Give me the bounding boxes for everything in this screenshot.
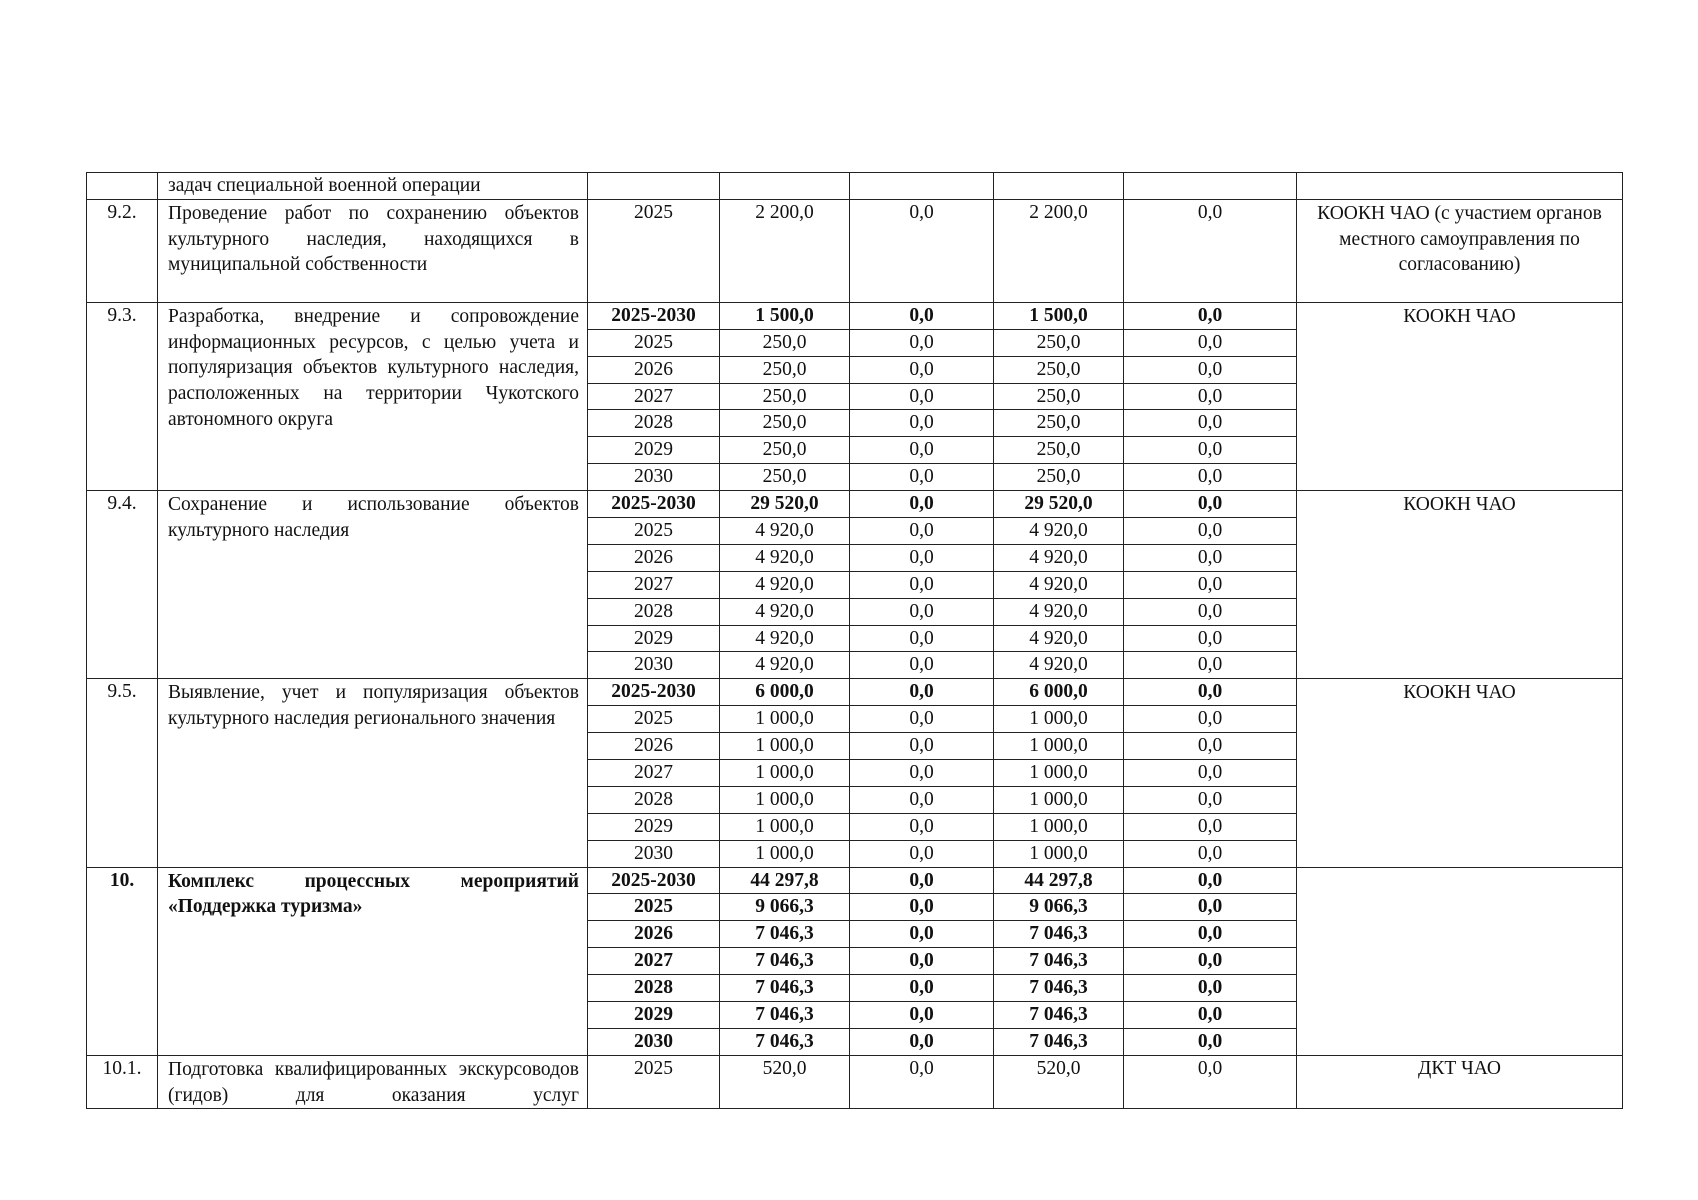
federal-cell: 0,0 [850,867,994,894]
regional-cell [994,173,1124,200]
year-cell: 2029 [588,813,720,840]
federal-cell: 0,0 [850,760,994,787]
year-cell [588,173,720,200]
other-cell: 0,0 [1124,760,1297,787]
year-cell: 2030 [588,840,720,867]
row-number [87,173,158,200]
other-cell: 0,0 [1124,1055,1297,1109]
federal-cell: 0,0 [850,975,994,1002]
other-cell: 0,0 [1124,199,1297,302]
row-number: 10. [87,867,158,1055]
year-cell: 2029 [588,625,720,652]
financing-table [86,172,1623,1109]
regional-cell: 250,0 [994,356,1124,383]
other-cell: 0,0 [1124,1028,1297,1055]
regional-cell: 250,0 [994,464,1124,491]
regional-cell: 44 297,8 [994,867,1124,894]
total-cell: 520,0 [720,1055,850,1109]
federal-cell: 0,0 [850,921,994,948]
total-cell: 4 920,0 [720,598,850,625]
total-cell: 6 000,0 [720,679,850,706]
federal-cell: 0,0 [850,679,994,706]
federal-cell: 0,0 [850,598,994,625]
year-cell: 2025-2030 [588,491,720,518]
total-cell: 2 200,0 [720,199,850,302]
federal-cell: 0,0 [850,199,994,302]
other-cell: 0,0 [1124,706,1297,733]
other-cell: 0,0 [1124,1002,1297,1029]
regional-cell: 4 920,0 [994,544,1124,571]
year-cell: 2028 [588,598,720,625]
other-cell: 0,0 [1124,894,1297,921]
total-cell: 7 046,3 [720,948,850,975]
regional-cell: 1 000,0 [994,733,1124,760]
federal-cell: 0,0 [850,410,994,437]
regional-cell: 29 520,0 [994,491,1124,518]
total-cell: 7 046,3 [720,1028,850,1055]
year-cell: 2025 [588,706,720,733]
regional-cell: 4 920,0 [994,652,1124,679]
other-cell: 0,0 [1124,544,1297,571]
year-cell: 2025 [588,894,720,921]
year-cell: 2030 [588,464,720,491]
federal-cell: 0,0 [850,1028,994,1055]
event-description: Сохранение и использование объектов культурного наследия [158,491,588,679]
regional-cell: 250,0 [994,410,1124,437]
regional-cell: 4 920,0 [994,571,1124,598]
table-row [87,302,1623,329]
year-cell: 2025 [588,199,720,302]
other-cell: 0,0 [1124,598,1297,625]
total-cell: 1 000,0 [720,840,850,867]
other-cell [1124,173,1297,200]
year-cell: 2030 [588,1028,720,1055]
total-cell: 250,0 [720,329,850,356]
regional-cell: 250,0 [994,329,1124,356]
event-description: Проведение работ по сохранению объектов культурного наследия, находящихся в муниципальной собственности [158,199,588,302]
year-cell: 2028 [588,786,720,813]
federal-cell: 0,0 [850,733,994,760]
regional-cell: 7 046,3 [994,1028,1124,1055]
row-number: 10.1. [87,1055,158,1109]
other-cell: 0,0 [1124,437,1297,464]
total-cell: 4 920,0 [720,625,850,652]
regional-cell: 7 046,3 [994,921,1124,948]
total-cell: 7 046,3 [720,1002,850,1029]
regional-cell: 2 200,0 [994,199,1124,302]
row-number: 9.4. [87,491,158,679]
year-cell: 2026 [588,356,720,383]
year-cell: 2025 [588,1055,720,1109]
other-cell: 0,0 [1124,329,1297,356]
table-row [87,679,1623,706]
year-cell: 2025 [588,518,720,545]
total-cell: 1 000,0 [720,813,850,840]
table-row [87,173,1623,200]
federal-cell: 0,0 [850,1002,994,1029]
regional-cell: 1 000,0 [994,786,1124,813]
federal-cell: 0,0 [850,786,994,813]
total-cell: 250,0 [720,437,850,464]
total-cell: 1 500,0 [720,302,850,329]
other-cell: 0,0 [1124,921,1297,948]
regional-cell: 1 000,0 [994,840,1124,867]
year-cell: 2025-2030 [588,867,720,894]
other-cell: 0,0 [1124,948,1297,975]
total-cell: 9 066,3 [720,894,850,921]
year-cell: 2025-2030 [588,302,720,329]
other-cell: 0,0 [1124,652,1297,679]
year-cell: 2028 [588,975,720,1002]
year-cell: 2030 [588,652,720,679]
total-cell: 1 000,0 [720,760,850,787]
executor-cell: КООКН ЧАО [1297,302,1623,490]
total-cell: 1 000,0 [720,706,850,733]
executor-cell: КООКН ЧАО (с участием органов местного самоуправления по согласованию) [1297,199,1623,302]
table-row [87,867,1623,894]
regional-cell: 250,0 [994,383,1124,410]
other-cell: 0,0 [1124,302,1297,329]
executor-cell [1297,173,1623,200]
other-cell: 0,0 [1124,383,1297,410]
other-cell: 0,0 [1124,733,1297,760]
federal-cell: 0,0 [850,383,994,410]
federal-cell: 0,0 [850,813,994,840]
other-cell: 0,0 [1124,679,1297,706]
row-number: 9.2. [87,199,158,302]
federal-cell: 0,0 [850,437,994,464]
federal-cell: 0,0 [850,491,994,518]
regional-cell: 7 046,3 [994,1002,1124,1029]
total-cell: 1 000,0 [720,733,850,760]
total-cell: 4 920,0 [720,518,850,545]
federal-cell [850,173,994,200]
total-cell: 7 046,3 [720,975,850,1002]
federal-cell: 0,0 [850,706,994,733]
federal-cell: 0,0 [850,518,994,545]
total-cell: 250,0 [720,383,850,410]
row-number: 9.5. [87,679,158,867]
regional-cell: 9 066,3 [994,894,1124,921]
other-cell: 0,0 [1124,491,1297,518]
year-cell: 2025-2030 [588,679,720,706]
year-cell: 2027 [588,948,720,975]
federal-cell: 0,0 [850,571,994,598]
event-description: Комплекс процессных мероприятий «Поддержка туризма» [158,867,588,1055]
year-cell: 2025 [588,329,720,356]
other-cell: 0,0 [1124,813,1297,840]
table-row [87,199,1623,302]
regional-cell: 7 046,3 [994,948,1124,975]
total-cell: 44 297,8 [720,867,850,894]
other-cell: 0,0 [1124,625,1297,652]
executor-cell: ДКТ ЧАО [1297,1055,1623,1109]
other-cell: 0,0 [1124,840,1297,867]
federal-cell: 0,0 [850,544,994,571]
year-cell: 2029 [588,1002,720,1029]
year-cell: 2026 [588,921,720,948]
federal-cell: 0,0 [850,1055,994,1109]
other-cell: 0,0 [1124,464,1297,491]
event-description: Подготовка квалифицированных экскурсоводов (гидов) для оказания услуг [158,1055,588,1109]
program-table-page [86,172,1623,1109]
year-cell: 2027 [588,760,720,787]
year-cell: 2026 [588,733,720,760]
regional-cell: 1 500,0 [994,302,1124,329]
table-row [87,1055,1623,1109]
other-cell: 0,0 [1124,786,1297,813]
year-cell: 2027 [588,571,720,598]
regional-cell: 4 920,0 [994,598,1124,625]
federal-cell: 0,0 [850,625,994,652]
total-cell: 250,0 [720,356,850,383]
year-cell: 2027 [588,383,720,410]
regional-cell: 1 000,0 [994,813,1124,840]
year-cell: 2029 [588,437,720,464]
total-cell: 1 000,0 [720,786,850,813]
total-cell: 4 920,0 [720,544,850,571]
total-cell: 29 520,0 [720,491,850,518]
regional-cell: 6 000,0 [994,679,1124,706]
table-row [87,491,1623,518]
federal-cell: 0,0 [850,464,994,491]
regional-cell: 4 920,0 [994,518,1124,545]
federal-cell: 0,0 [850,329,994,356]
total-cell: 4 920,0 [720,571,850,598]
executor-cell: КООКН ЧАО [1297,679,1623,867]
event-description: Выявление, учет и популяризация объектов культурного наследия регионального значения [158,679,588,867]
federal-cell: 0,0 [850,302,994,329]
executor-cell [1297,867,1623,1055]
year-cell: 2028 [588,410,720,437]
total-cell: 250,0 [720,464,850,491]
federal-cell: 0,0 [850,840,994,867]
other-cell: 0,0 [1124,975,1297,1002]
federal-cell: 0,0 [850,894,994,921]
federal-cell: 0,0 [850,356,994,383]
year-cell: 2026 [588,544,720,571]
total-cell: 4 920,0 [720,652,850,679]
other-cell: 0,0 [1124,518,1297,545]
regional-cell: 520,0 [994,1055,1124,1109]
federal-cell: 0,0 [850,652,994,679]
regional-cell: 250,0 [994,437,1124,464]
row-number: 9.3. [87,302,158,490]
regional-cell: 1 000,0 [994,760,1124,787]
total-cell: 7 046,3 [720,921,850,948]
event-description: задач специальной военной операции [158,173,588,200]
event-description: Разработка, внедрение и сопровождение информационных ресурсов, с целью учета и популяризация объектов культурного наследия, расположенных на территории Чукотского автономного округа [158,302,588,490]
federal-cell: 0,0 [850,948,994,975]
regional-cell: 1 000,0 [994,706,1124,733]
total-cell [720,173,850,200]
regional-cell: 7 046,3 [994,975,1124,1002]
other-cell: 0,0 [1124,571,1297,598]
other-cell: 0,0 [1124,867,1297,894]
executor-cell: КООКН ЧАО [1297,491,1623,679]
total-cell: 250,0 [720,410,850,437]
regional-cell: 4 920,0 [994,625,1124,652]
other-cell: 0,0 [1124,410,1297,437]
other-cell: 0,0 [1124,356,1297,383]
